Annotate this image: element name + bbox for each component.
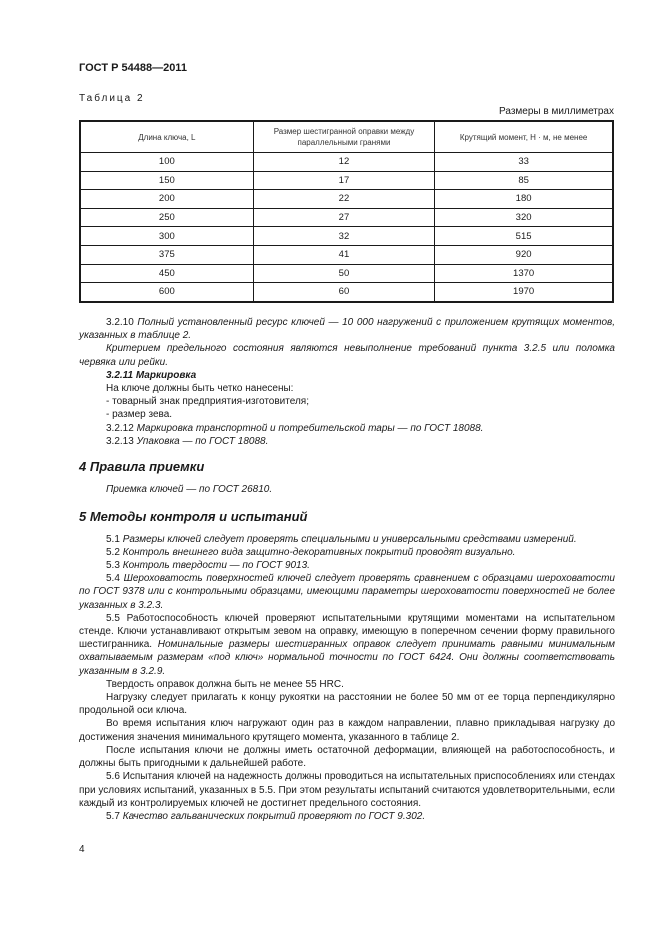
clause-number: 5.3 [106, 560, 120, 572]
paragraph-3-2-13 [79, 435, 615, 448]
cell-mandrel-size: 50 [253, 264, 435, 283]
paragraph-5-5 [79, 612, 615, 678]
cell-torque: 180 [435, 190, 613, 209]
list-item: - размер зева. [106, 409, 173, 421]
clause-number: 5.1 [106, 533, 120, 545]
table-row [80, 208, 613, 227]
clause-text: Маркировка транспортной и потребительской тары — по ГОСТ 18088. [136, 422, 484, 434]
clause-text: Шероховатость поверхностей ключей следует проверять сравнением с образцами шероховатости по ГОСТ 9378 или с контрольными образцами, имеющими параметры шероховатости поверхностей не более указанных в 3.2.3. [79, 573, 615, 611]
clause-text: Размеры ключей следует проверять специальными и универсальными средствами измерений. [122, 533, 577, 545]
table-row [80, 190, 613, 209]
list-item: - товарный знак предприятия-изготовителя; [106, 396, 309, 408]
clause-text: Качество гальванических покрытий проверяют по ГОСТ 9.302. [122, 810, 426, 822]
clause-number: 3.2.10 [106, 317, 134, 328]
clause-number: 3.2.13 [106, 435, 134, 447]
cell-mandrel-size: 22 [253, 190, 435, 209]
section-heading-5: 5 Методы контроля и испытаний [79, 509, 308, 525]
paragraph-mandrel-hardness: Твердость оправок должна быть не менее 55 HRC. [106, 678, 344, 690]
cell-mandrel-size: 60 [253, 283, 435, 302]
table-row [80, 153, 613, 172]
clause-text: Контроль внешнего вида защитно-декоративных покрытий проводят визуально. [122, 546, 516, 558]
cell-length: 200 [80, 190, 253, 209]
wrench-parameters-table [79, 120, 614, 303]
cell-mandrel-size: 12 [253, 153, 435, 172]
table-row [80, 245, 613, 264]
clause-number: 5.4 [106, 573, 120, 585]
table-units-note: Размеры в миллиметрах [499, 106, 614, 117]
clause-number: 5.7 [106, 810, 120, 822]
document-body [79, 316, 615, 823]
table-header-row [80, 121, 613, 153]
page-number: 4 [79, 844, 85, 855]
cell-length: 375 [80, 245, 253, 264]
clause-number: 5.2 [106, 546, 120, 558]
cell-length: 300 [80, 227, 253, 246]
cell-torque: 85 [435, 171, 613, 190]
clause-text: Упаковка — по ГОСТ 18088. [136, 435, 269, 447]
table-caption: Таблица 2 [79, 93, 145, 104]
cell-torque: 1370 [435, 264, 613, 283]
cell-torque: 320 [435, 208, 613, 227]
table-row [80, 227, 613, 246]
column-header-length: Длина ключа, L [80, 121, 253, 153]
cell-torque: 1970 [435, 283, 613, 302]
cell-length: 450 [80, 264, 253, 283]
section-heading-4: 4 Правила приемки [79, 459, 205, 475]
cell-length: 100 [80, 153, 253, 172]
paragraph-3-2-10 [79, 316, 615, 342]
column-header-mandrel-size: Размер шестигранной оправки между параллельными гранями [253, 121, 435, 153]
cell-mandrel-size: 27 [253, 208, 435, 227]
clause-number: 3.2.12 [106, 422, 134, 434]
cell-torque: 33 [435, 153, 613, 172]
cell-torque: 515 [435, 227, 613, 246]
paragraph-load-application: Нагрузку следует прилагать к концу рукоятки на расстоянии не более 50 мм от ее торца перпендикулярно продольной оси ключа. [79, 692, 615, 717]
cell-mandrel-size: 41 [253, 245, 435, 264]
paragraph-test-procedure: Во время испытания ключ нагружают один раз в каждом направлении, плавно прикладывая нагрузку до достижения значения минимального крутящего момента, указанного в таблице 2. [79, 718, 615, 743]
table-row [80, 171, 613, 190]
paragraph-marking-intro: На ключе должны быть четко нанесены: [106, 383, 294, 395]
paragraph-5-2 [79, 546, 615, 559]
paragraph-5-1 [79, 533, 615, 546]
paragraph-5-6: 5.6 Испытания ключей на надежность должны проводиться на испытательных приспособлениях или стендах при условиях испытаний, указанных в 5.5. При этом результаты испытаний считаются удовлетворительными, если каждый из контролируемых ключей не достигнет предельного состояния. [79, 771, 615, 809]
cell-mandrel-size: 32 [253, 227, 435, 246]
clause-title-marking: 3.2.11 Маркировка [106, 369, 197, 381]
paragraph-failure-criterion: Критерием предельного состояния являются невыполнение требований пункта 3.2.5 или поломка червяка или рейки. [79, 343, 615, 368]
paragraph-after-test: После испытания ключи не должны иметь остаточной деформации, влияющей на работоспособность, и должны быть пригодными к дальнейшей работе. [79, 744, 615, 770]
clause-text-italic: Номинальные размеры шестигранных оправок следует принимать равными минимальным охватываемым размерам «под ключ» нормальной точности по ГОСТ 6424. Они должны соответствовать указанным в 3.2.9. [79, 639, 615, 677]
clause-text: Полный установленный ресурс ключей — 10 000 нагружений с приложением крутящих моментов, указанных в таблице 2. [79, 317, 616, 342]
table-row [80, 264, 613, 283]
paragraph-3-2-12 [79, 422, 615, 435]
clause-text: Контроль твердости — по ГОСТ 9013. [122, 560, 310, 572]
cell-torque: 920 [435, 245, 613, 264]
cell-length: 600 [80, 283, 253, 302]
cell-length: 250 [80, 208, 253, 227]
table-row [80, 283, 613, 302]
clause-text: 5.5 Работоспособность ключей проверяют испытательными крутящими моментами на испытательном стенде. Ключи устанавливают открытым зевом на оправку, имеющую в поперечном сечении форму правильного шестигранника. [79, 612, 615, 651]
document-header: ГОСТ Р 54488—2011 [79, 62, 187, 74]
cell-length: 150 [80, 171, 253, 190]
paragraph-5-7 [79, 810, 615, 823]
column-header-torque: Крутящий момент, Н · м, не менее [435, 121, 613, 153]
paragraph-5-3 [79, 559, 615, 572]
cell-mandrel-size: 17 [253, 171, 435, 190]
paragraph-5-4 [79, 572, 615, 612]
paragraph-acceptance: Приемка ключей — по ГОСТ 26810. [106, 484, 273, 496]
